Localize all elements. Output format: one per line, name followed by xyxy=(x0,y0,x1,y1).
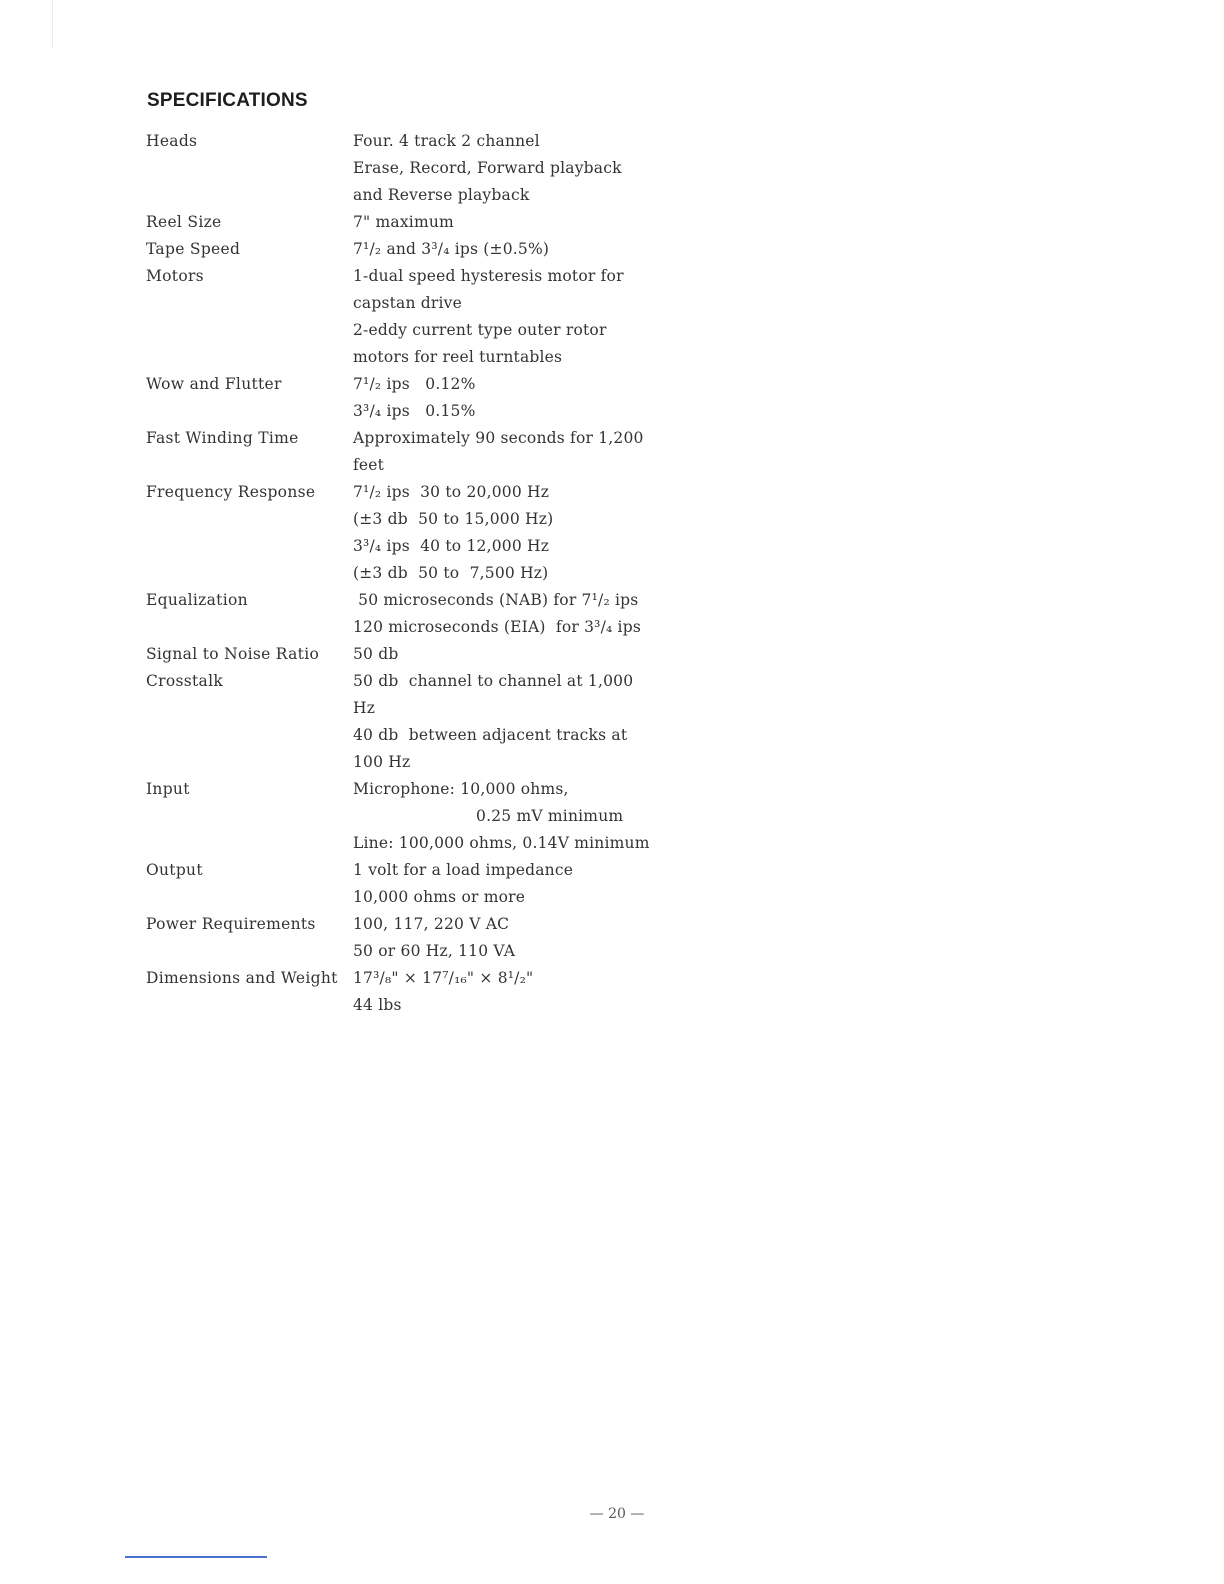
spec-values xyxy=(353,236,646,263)
spec-value-line: 17³/₈" × 17⁷/₁₆" × 8¹/₂" xyxy=(353,969,534,987)
spec-row xyxy=(146,263,646,371)
spec-label: Reel Size xyxy=(146,213,222,231)
spec-value-line: (±3 db 50 to 7,500 Hz) xyxy=(353,564,549,582)
spec-values xyxy=(353,965,646,1019)
spec-label: Frequency Response xyxy=(146,483,316,501)
spec-value-line: 2-eddy current type outer rotor xyxy=(353,321,607,339)
spec-label: Dimensions and Weight xyxy=(146,969,338,987)
spec-values xyxy=(353,479,646,587)
spec-value-line: 50 or 60 Hz, 110 VA xyxy=(353,942,516,960)
spec-value-line: feet xyxy=(353,456,385,474)
spec-label: Signal to Noise Ratio xyxy=(146,645,320,663)
spec-row xyxy=(146,425,646,479)
spec-value-line: Erase, Record, Forward playback xyxy=(353,159,622,177)
spec-values xyxy=(353,263,646,371)
spec-row xyxy=(146,236,646,263)
spec-values xyxy=(353,911,646,965)
spec-label: Crosstalk xyxy=(146,672,224,690)
spec-value-line: capstan drive xyxy=(353,294,462,312)
spec-value-line: 50 db xyxy=(353,645,399,663)
spec-value-line: motors for reel turntables xyxy=(353,348,563,366)
spec-row xyxy=(146,668,646,776)
spec-value-line: Line: 100,000 ohms, 0.14V minimum xyxy=(353,834,650,852)
spec-values xyxy=(353,587,646,641)
spec-row xyxy=(146,911,646,965)
spec-values xyxy=(353,371,646,425)
spec-value-line: Microphone: 10,000 ohms, xyxy=(353,780,569,798)
spec-row xyxy=(146,209,646,236)
spec-value-line: Hz xyxy=(353,699,376,717)
spec-label: Output xyxy=(146,861,203,879)
footer-rule xyxy=(125,1556,267,1558)
spec-row xyxy=(146,128,646,209)
spec-values xyxy=(353,641,646,668)
spec-value-line: 44 lbs xyxy=(353,996,402,1014)
spec-values xyxy=(353,668,646,776)
spec-value-line: 50 db channel to channel at 1,000 xyxy=(353,672,634,690)
spec-value-line: 7¹/₂ ips 30 to 20,000 Hz xyxy=(353,483,550,501)
spec-label: Input xyxy=(146,780,190,798)
page-number: — 20 — xyxy=(589,1506,645,1522)
spec-value-line: (±3 db 50 to 15,000 Hz) xyxy=(353,510,554,528)
spec-value-line: 7" maximum xyxy=(353,213,454,231)
spec-value-line: 3³/₄ ips 40 to 12,000 Hz xyxy=(353,537,550,555)
spec-label: Tape Speed xyxy=(146,240,241,258)
spec-value-line: 7¹/₂ and 3³/₄ ips (±0.5%) xyxy=(353,240,550,258)
spec-label: Fast Winding Time xyxy=(146,429,299,447)
spec-value-line: 100 Hz xyxy=(353,753,411,771)
spec-row xyxy=(146,371,646,425)
spec-value-line: 0.25 mV minimum xyxy=(353,807,624,825)
spec-label: Wow and Flutter xyxy=(146,375,282,393)
spec-row xyxy=(146,641,646,668)
spec-values xyxy=(353,128,646,209)
spec-row xyxy=(146,776,650,857)
spec-value-line: Approximately 90 seconds for 1,200 xyxy=(353,429,644,447)
specifications-table xyxy=(146,128,650,1019)
spec-value-line: 100, 117, 220 V AC xyxy=(353,915,510,933)
spec-values xyxy=(353,425,646,479)
spec-value-line: and Reverse playback xyxy=(353,186,530,204)
spec-values xyxy=(353,209,646,236)
page-title: SPECIFICATIONS xyxy=(147,90,308,111)
spec-row xyxy=(146,857,646,911)
spec-value-line: 50 microseconds (NAB) for 7¹/₂ ips xyxy=(353,591,639,609)
spec-row xyxy=(146,479,646,587)
spec-value-line: 1 volt for a load impedance xyxy=(353,861,574,879)
spec-value-line: 7¹/₂ ips 0.12% xyxy=(353,375,476,393)
spec-value-line: 3³/₄ ips 0.15% xyxy=(353,402,476,420)
spec-row xyxy=(146,965,646,1019)
spec-row xyxy=(146,587,646,641)
spec-label: Motors xyxy=(146,267,204,285)
page-edge-mark xyxy=(52,0,53,48)
spec-values xyxy=(353,776,650,857)
spec-value-line: 120 microseconds (EIA) for 3³/₄ ips xyxy=(353,618,641,636)
spec-value-line: 10,000 ohms or more xyxy=(353,888,526,906)
spec-label: Equalization xyxy=(146,591,248,609)
spec-values xyxy=(353,857,646,911)
spec-value-line: 1-dual speed hysteresis motor for xyxy=(353,267,624,285)
spec-value-line: 40 db between adjacent tracks at xyxy=(353,726,628,744)
spec-label: Heads xyxy=(146,132,198,150)
spec-label: Power Requirements xyxy=(146,915,316,933)
spec-value-line: Four. 4 track 2 channel xyxy=(353,132,540,150)
